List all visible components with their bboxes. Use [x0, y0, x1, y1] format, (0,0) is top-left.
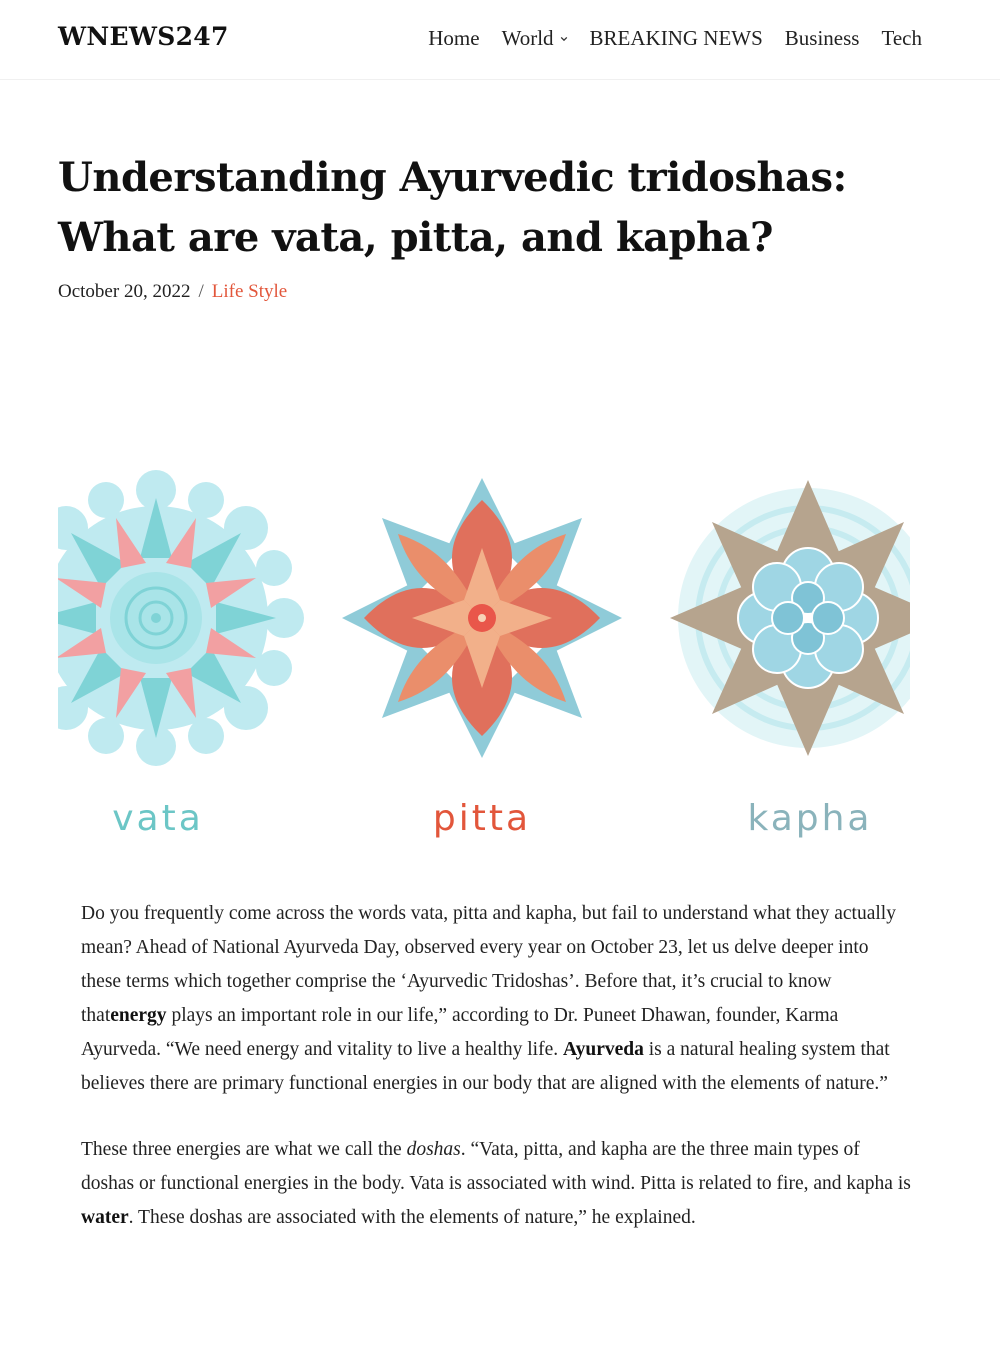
p2-text-1: These three energies are what we call the	[81, 1139, 407, 1160]
meta-separator: /	[198, 281, 204, 302]
nav-tech-label: Tech	[881, 26, 922, 50]
p2-bold-water: water	[81, 1207, 129, 1228]
site-header	[0, 0, 1000, 80]
kapha-label: kapha	[747, 798, 873, 839]
nav-world[interactable]	[502, 26, 568, 51]
vata-mandala	[58, 470, 304, 766]
vata-label: vata	[112, 798, 204, 839]
article-title: Understanding Ayurvedic tridoshas: What are vata, pitta, and kapha?	[58, 154, 847, 261]
site-logo[interactable]: WNEWS247	[58, 22, 229, 51]
p2-text-2: . “Vata, pitta, and kapha are the three main types of doshas or functional energies in the body. Vata is associated with wind. Pitta is related to fire, and kapha is	[81, 1139, 911, 1194]
p1-bold-energy: energy	[110, 1005, 167, 1026]
p1-bold-ayurveda: Ayurveda	[562, 1039, 644, 1060]
article-date: October 20, 2022	[58, 281, 191, 302]
nav-breaking-label: BREAKING NEWS	[589, 26, 763, 50]
article-body	[81, 897, 911, 1267]
category-link[interactable]: Life Style	[211, 281, 288, 302]
p2-text-3: . These doshas are associated with the elements of nature,” he explained.	[128, 1207, 696, 1228]
article-meta	[58, 281, 287, 303]
paragraph-1	[81, 897, 911, 1101]
nav-world-label: World	[501, 26, 554, 50]
chevron-down-icon	[560, 35, 568, 43]
nav-home-label: Home	[428, 26, 480, 50]
pitta-mandala	[342, 478, 622, 758]
nav-home[interactable]	[428, 26, 479, 51]
nav-breaking-news[interactable]	[590, 26, 763, 51]
kapha-mandala	[670, 480, 910, 756]
p1-text-1: Do you frequently come across the words vata, pitta and kapha, but fail to understand what they actually mean? Ahead of National Ayurveda Day, observed every year on October 23, let us delve deeper into these terms which together comprise the ‘Ayurvedic Tridoshas’. Before that, it’s crucial to know that	[81, 903, 896, 1026]
nav-business-label: Business	[784, 26, 860, 50]
paragraph-2	[81, 1133, 911, 1235]
p1-text-2: plays an important role in our life,” according to Dr. Puneet Dhawan, founder, Karma Ayurveda. “We need energy and vitality to live a healthy life.	[81, 1005, 839, 1060]
doshas-illustration	[58, 470, 910, 850]
nav-business[interactable]	[785, 26, 860, 51]
nav-tech[interactable]	[881, 26, 922, 51]
pitta-label: pitta	[432, 798, 532, 839]
p1-text-3: is a natural healing system that believes there are primary functional energies in our body that are aligned with the elements of nature.”	[81, 1039, 890, 1094]
p2-italic-doshas: doshas	[406, 1139, 461, 1160]
main-nav	[406, 26, 922, 51]
